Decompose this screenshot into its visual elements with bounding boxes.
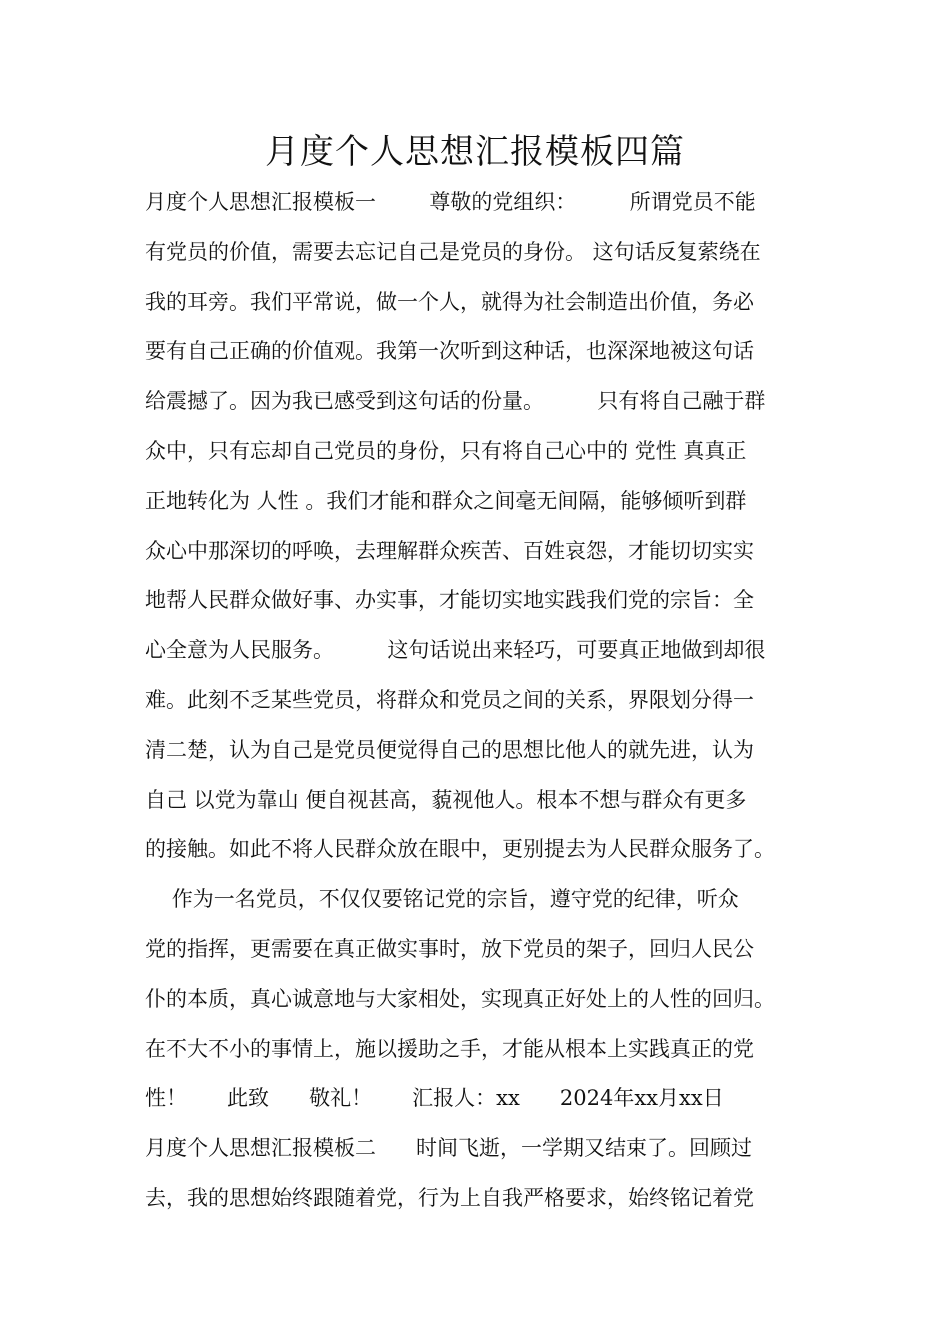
text-line: 作为一名党员，不仅仅要铭记党的宗旨，遵守党的纪律，听众 — [145, 887, 739, 912]
text-line: 仆的本质，真心诚意地与大家相处，实现真正好处上的人性的回归。 — [145, 986, 775, 1011]
text-line: 月度个人思想汇报模板一 尊敬的党组织： 所谓党员不能 — [145, 190, 756, 214]
text-line: 月度个人思想汇报模板二 时间飞逝，一学期又结束了。回顾过 — [145, 1136, 753, 1161]
text-line: 众心中那深切的呼唤，去理解群众疾苦、百姓哀怨，才能切切实实 — [145, 538, 754, 563]
text-line: 去，我的思想始终跟随着党，行为上自我严格要求，始终铭记着党 — [145, 1185, 754, 1210]
text-line: 我的耳旁。我们平常说，做一个人，就得为社会制造出价值，务必 — [145, 289, 754, 314]
text-line: 正地转化为 人性 。我们才能和群众之间毫无间隔，能够倾听到群 — [145, 488, 747, 513]
text-line: 有党员的价值，需要去忘记自己是党员的身份。 这句话反复萦绕在 — [145, 239, 761, 264]
document-title: 月度个人思想汇报模板四篇 — [265, 132, 685, 172]
text-line: 要有自己正确的价值观。我第一次听到这种话，也深深地被这句话 — [145, 339, 754, 364]
text-line: 在不大不小的事情上，施以援助之手，才能从根本上实践真正的党 — [145, 1036, 754, 1061]
text-line: 党的指挥，更需要在真正做实事时，放下党员的架子，回归人民公 — [145, 936, 754, 961]
text-line: 地帮人民群众做好事、办实事，才能切实地实践我们党的宗旨：全 — [145, 588, 754, 613]
text-line: 众中，只有忘却自己党员的身份，只有将自己心中的 党性 真真正 — [145, 438, 747, 463]
text-line: 性！ 此致 敬礼！ 汇报人：xx 2024年xx月xx日 — [145, 1086, 724, 1111]
text-line: 清二楚，认为自己是党员便觉得自己的思想比他人的就先进，认为 — [145, 737, 754, 762]
text-line: 自己 以党为靠山 便自视甚高，藐视他人。根本不想与群众有更多 — [145, 787, 747, 812]
text-line: 的接触。如此不将人民群众放在眼中，更别提去为人民群众服务了。 — [145, 837, 775, 862]
text-line: 给震撼了。因为我已感受到这句话的份量。 只有将自己融于群 — [145, 389, 766, 414]
text-line: 难。此刻不乏某些党员，将群众和党员之间的关系，界限划分得一 — [145, 687, 754, 712]
text-line: 心全意为人民服务。 这句话说出来轻巧，可要真正地做到却很 — [145, 638, 766, 663]
document-body — [145, 178, 825, 1224]
